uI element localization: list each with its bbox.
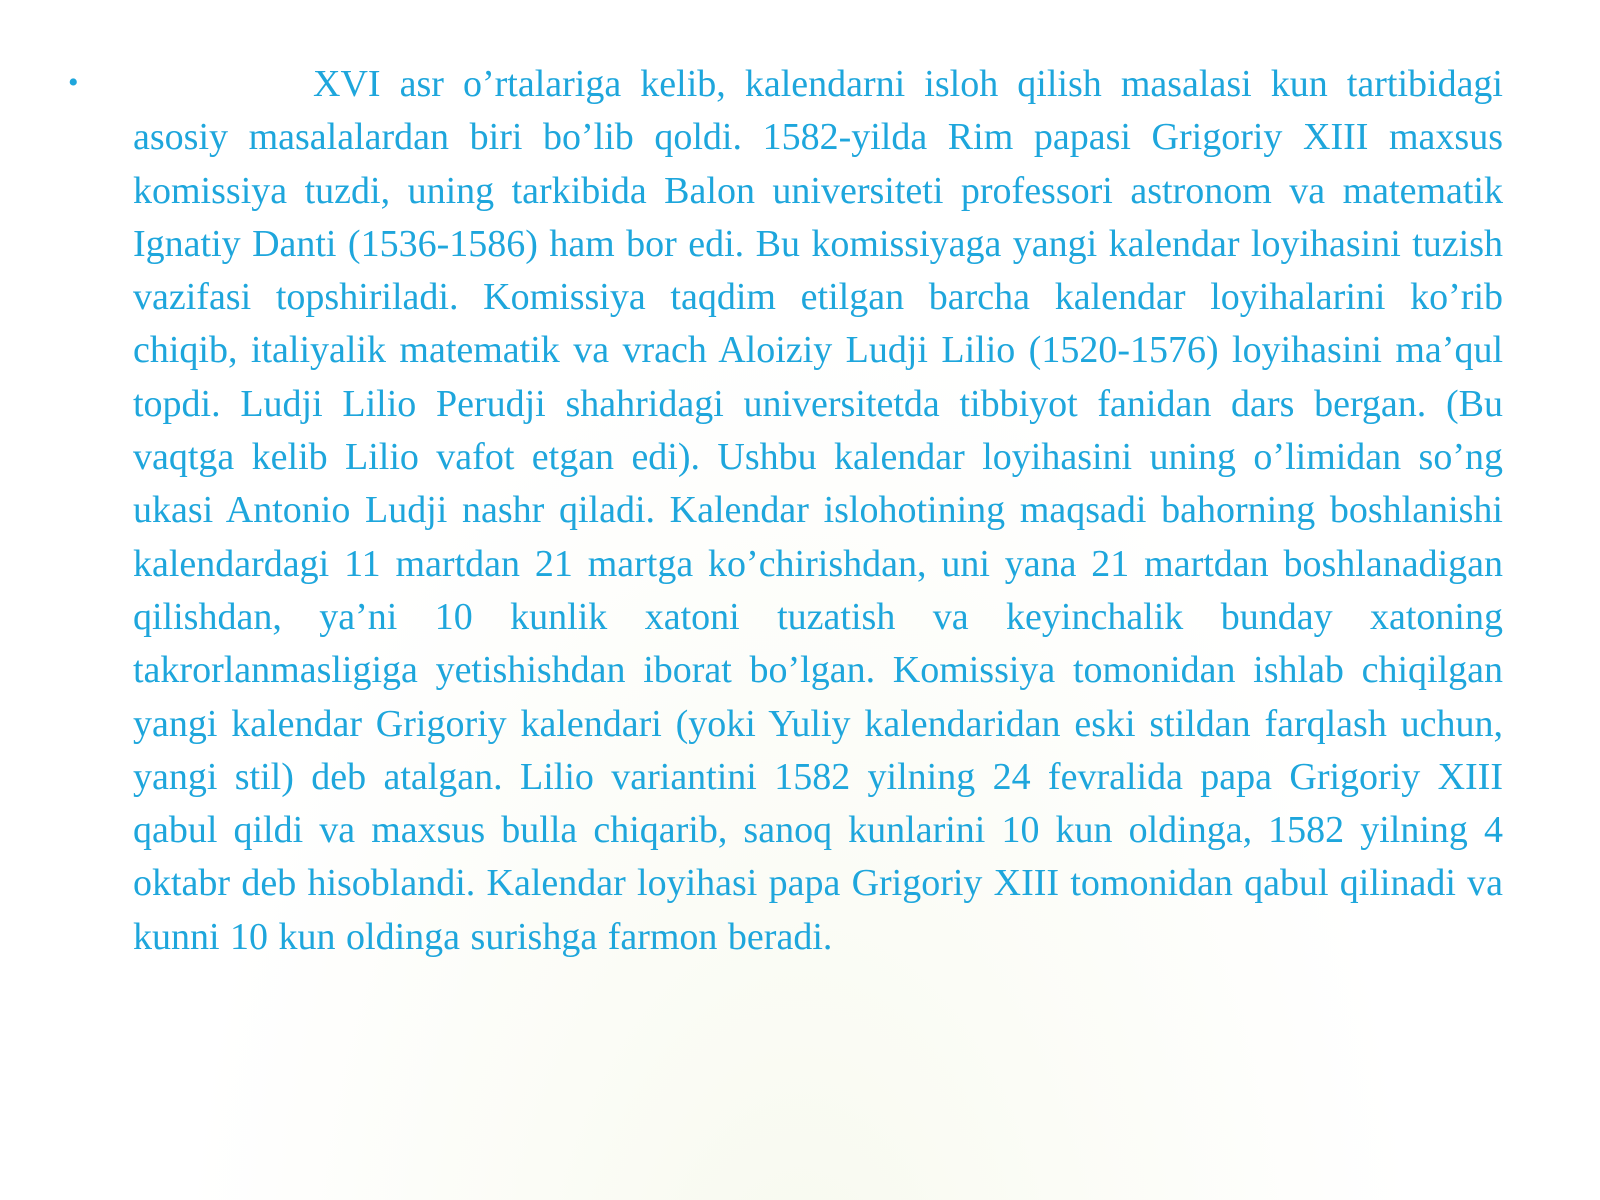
bullet-marker: • (68, 66, 79, 99)
slide-body-paragraph: XVI asr o’rtalariga kelib, kalendarni isloh qilish masalasi kun tartibidagi asosiy masalalardan biri bo’lib qoldi. 1582-yilda Rim papasi Grigoriy XIII maxsus komissiya tuzdi, uning tarkibida Balon universiteti professori astronom va matematik Ignatiy Danti (1536-1586) ham bor edi. Bu komissiyaga yangi kalendar loyihasini tuzish vazifasi topshiriladi. Komissiya taqdim etilgan barcha kalendar loyihalarini ko’rib chiqib, italiyalik matematik va vrach Aloiziy Ludji Lilio (1520-1576) loyihasini ma’qul topdi. Ludji Lilio Perudji shahridagi universitetda tibbiyot fanidan dars bergan. (Bu vaqtga kelib Lilio vafot etgan edi). Ushbu kalendar loyihasini uning o’limidan so’ng ukasi Antonio Ludji nashr qiladi. Kalendar islohotining maqsadi bahorning boshlanishi kalendardagi 11 martdan 21 martga ko’chirishdan, uni yana 21 martdan boshlanadigan qilishdan, ya’ni 10 kunlik xatoni tuzatish va keyinchalik bunday xatoning takrorlanmasligiga yetishishdan iborat bo’lgan. Komissiya tomonidan ishlab chiqilgan yangi kalendar Grigoriy kalendari (yoki Yuliy kalendaridan eski stildan farqlash uchun, yangi stil) deb atalgan. Lilio variantini 1582 yilning 24 fevralida papa Grigoriy XIII qabul qildi va maxsus bulla chiqarib, sanoq kunlarini 10 kun oldinga, 1582 yilning 4 oktabr deb hisoblandi. Kalendar loyihasi papa Grigoriy XIII tomonidan qabul qilinadi va kunni 10 kun oldinga surishga farmon beradi. (133, 63, 1503, 958)
